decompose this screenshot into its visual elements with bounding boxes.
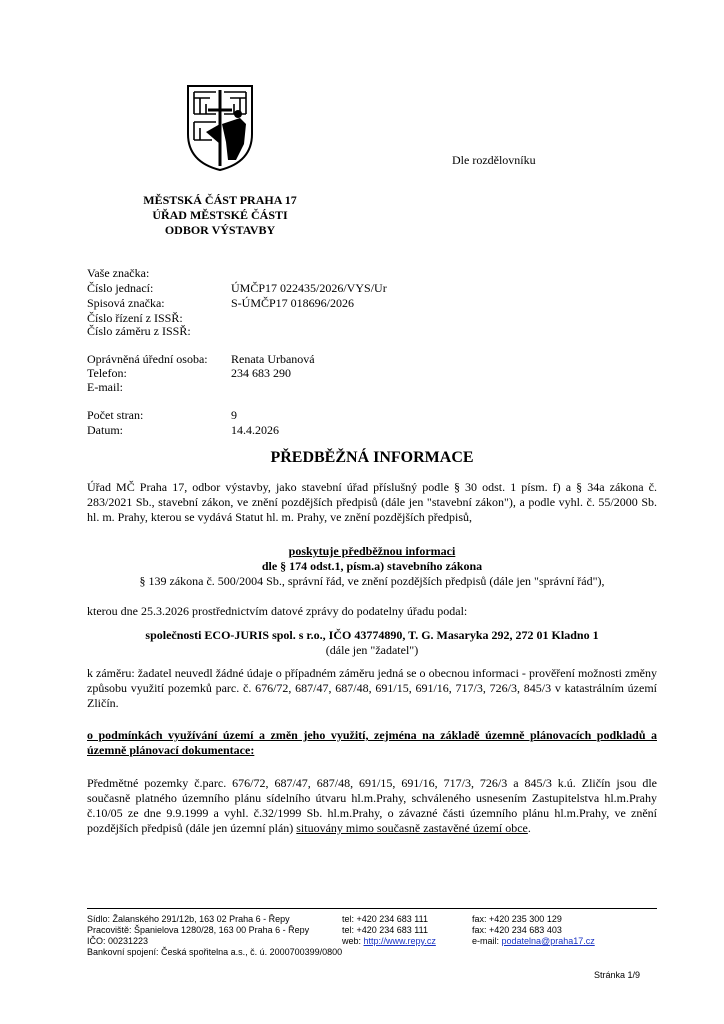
coat-of-arms-emblem <box>186 84 254 172</box>
ref-telefon: Telefon: 234 683 290 <box>87 366 291 380</box>
applicant-block <box>87 628 657 658</box>
recipient-text: Dle rozdělovníku <box>452 153 536 167</box>
ref-spisova-znacka-value: S-ÚMČP17 018696/2026 <box>231 296 355 310</box>
ref-email: E-mail: <box>87 380 123 394</box>
ref-cislo-jednaci: Číslo jednací: ÚMČP17 022435/2026/VYS/Ur <box>87 281 387 295</box>
footer-email: e-mail: podatelna@praha17.cz <box>472 936 595 946</box>
page-number: Stránka 1/9 <box>594 970 641 980</box>
ref-pocet-stran: Počet stran: 9 <box>87 408 237 422</box>
footer-ico: IČO: 00231223 <box>87 936 149 946</box>
authority-name: MĚSTSKÁ ČÁST PRAHA 17 <box>143 193 297 207</box>
intent-paragraph: k záměru: žadatel neuvedl žádné údaje o případném záměru jedná se o obecnou informaci - prověření možnosti změny způsobu využití pozemků parc. č. 676/72, 687/47, 687/48, 691/15, 691/16, 717/3, 726/3, 845/3 v katastrálním území Zličín. <box>87 666 657 710</box>
section-heading: o podmínkách využívání území a změn jeho využití, zejména na základě územně plánovacích podkladů a územně plánovací dokumentace: <box>87 728 657 757</box>
ref-spisova-znacka: Spisová značka: S-ÚMČP17 018696/2026 <box>87 296 355 310</box>
ref-osoba: Oprávněná úřední osoba: Renata Urbanová <box>87 352 315 366</box>
ref-telefon-value: 234 683 290 <box>231 366 291 380</box>
applicant-name: společnosti ECO-JURIS spol. s r.o., IČO 43774890, T. G. Masaryka 292, 272 01 Kladno 1 <box>145 628 599 642</box>
provides-admin-code: § 139 zákona č. 500/2004 Sb., správní řád, ve znění pozdějších předpisů (dále jen "správní řád"), <box>139 574 605 588</box>
main-paragraph <box>87 776 657 836</box>
provides-block <box>87 544 657 589</box>
footer-fax-2: fax: +420 234 683 403 <box>472 925 562 935</box>
provides-legal-basis: dle § 174 odst.1, písm.a) stavebního zákona <box>261 559 483 573</box>
footer-fax-1: fax: +420 235 300 129 <box>472 914 562 924</box>
footer-web: web: http://www.repy.cz <box>342 936 436 946</box>
intro-paragraph: Úřad MČ Praha 17, odbor výstavby, jako stavební úřad příslušný podle § 30 odst. 1 písm. f) a § 34a zákona č. 283/2021 Sb., stavební zákon, ve znění pozdějších předpisů (dále jen "stavební zákon"), a podle vyhl. č. 55/2000 Sb. hl. m. Prahy, kterou se vydává Statut hl. m. Prahy, ve znění pozdějších předpisů, <box>87 480 657 524</box>
ref-datum-value: 14.4.2026 <box>231 423 279 437</box>
ref-osoba-value: Renata Urbanová <box>231 352 315 366</box>
document-title: PŘEDBĚŽNÁ INFORMACE <box>270 449 474 466</box>
provides-heading: poskytuje předběžnou informaci <box>288 544 456 558</box>
applicant-alias: (dále jen "žadatel") <box>325 643 419 657</box>
ref-pocet-stran-value: 9 <box>231 408 237 422</box>
main-paragraph-text: Předmětné pozemky č.parc. 676/72, 687/47, 687/48, 691/15, 691/16, 717/3, 726/3 a 845/3 k.ú. Zličín jsou dle současně platného územního plánu sídelního útvaru hl.m.Prahy, schváleného usnesením Zastupitelstva hl.m.Prahy č.10/05 ze dne 9.9.1999 a vyhl. č.32/1999 Sb. hl.m.Prahy, o závazné části územního plánu hl.m.Prahy, ve znění pozdějších předpisů (dále jen územní plán) <box>87 776 657 835</box>
ref-cislo-rizeni: Číslo řízení z ISSŘ: <box>87 311 183 325</box>
ref-cislo-jednaci-value: ÚMČP17 022435/2026/VYS/Ur <box>231 281 387 295</box>
ref-vase-znacka: Vaše značka: <box>87 266 150 280</box>
footer-tel-2: tel: +420 234 683 111 <box>342 925 428 935</box>
footer-divider <box>87 908 657 909</box>
footer-sidlo: Sídlo: Žalanského 291/12b, 163 02 Praha 6 - Řepy <box>87 914 290 924</box>
main-paragraph-underlined: situovány mimo současně zastavěné území obce <box>296 821 528 835</box>
main-paragraph-end: . <box>527 821 531 835</box>
ref-cislo-zameru: Číslo záměru z ISSŘ: <box>87 324 191 338</box>
footer-bank: Bankovní spojení: Česká spořitelna a.s., č. ú. 2000700399/0800 <box>87 947 343 957</box>
ref-datum: Datum: 14.4.2026 <box>87 423 279 437</box>
footer-web-link[interactable]: http://www.repy.cz <box>363 936 436 946</box>
submitted-text: kterou dne 25.3.2026 prostřednictvím datové zprávy do podatelny úřadu podal: <box>87 604 468 618</box>
authority-office: ÚŘAD MĚSTSKÉ ČÁSTI <box>152 208 288 222</box>
authority-department: ODBOR VÝSTAVBY <box>164 223 276 237</box>
authority-block <box>120 193 320 238</box>
footer-pracoviste: Pracoviště: Španielova 1280/28, 163 00 Praha 6 - Řepy <box>87 925 310 935</box>
footer-tel-1: tel: +420 234 683 111 <box>342 914 428 924</box>
footer-email-link[interactable]: podatelna@praha17.cz <box>501 936 595 946</box>
